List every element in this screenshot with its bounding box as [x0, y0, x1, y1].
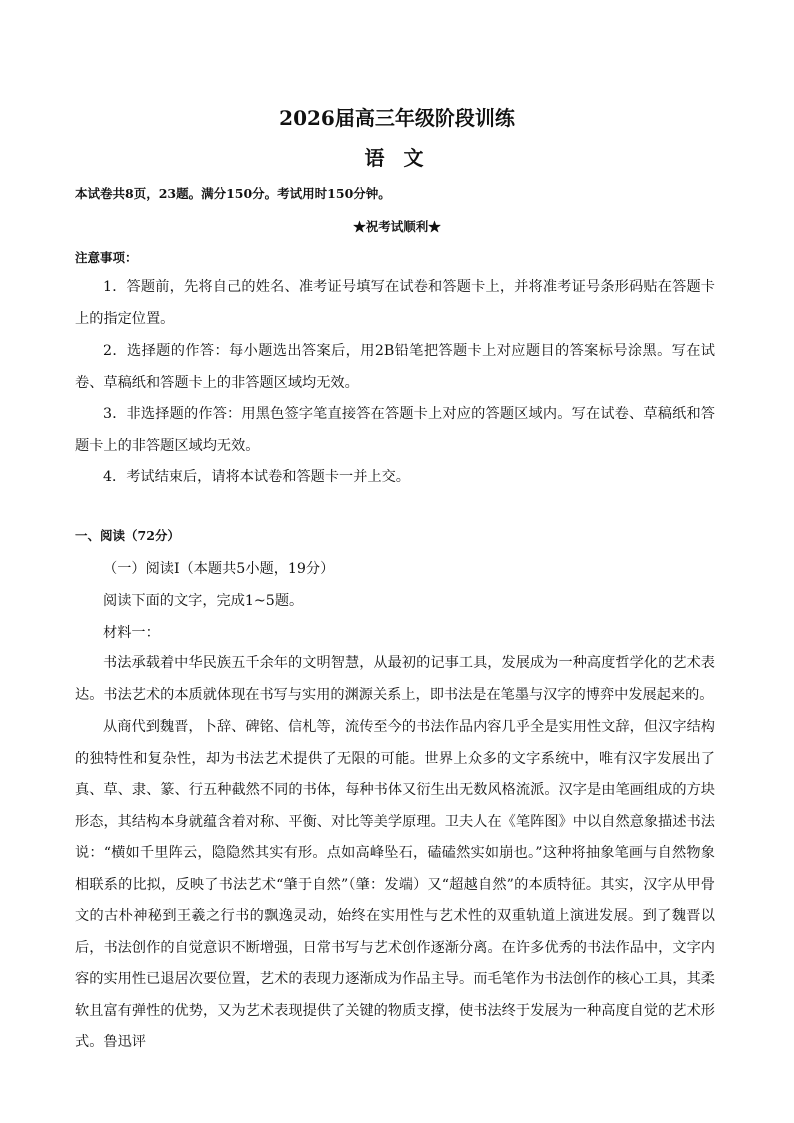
notice-item-1: 1．答题前，先将自己的姓名、准考证号填写在试卷和答题卡上，并将准考证号条形码贴在答题卡上的指定位置。 — [75, 279, 715, 327]
material-paragraph-1: 书法承载着中华民族五千余年的文明智慧，从最初的记事工具，发展成为一种高度哲学化的艺术表达。书法艺术的本质就体现在书写与实用的渊源关系上，即书法是在笔墨与汉字的博弈中发展起来的。 — [75, 655, 715, 703]
exam-title: 2026届高三年级阶段训练 — [279, 106, 515, 130]
notice-item-4: 4．考试结束后，请将本试卷和答题卡一并上交。 — [103, 469, 410, 485]
notice-item-3: 3．非选择题的作答：用黑色签字笔直接答在答题卡上对应的答题区域内。写在试卷、草稿纸和答题卡上的非答题区域均无效。 — [75, 406, 715, 454]
notice-heading: 注意事项： — [75, 250, 138, 265]
reading-instruction: 阅读下面的文字，完成1~5题。 — [103, 593, 304, 609]
material-label: 材料一： — [103, 625, 160, 641]
material-paragraph-2: 从商代到魏晋，卜辞、碑铭、信札等，流传至今的书法作品内容几乎全是实用性文辞，但汉字结构的独特性和复杂性，却为书法艺术提供了无限的可能。世界上众多的文字系统中，唯有汉字发展出了真、草、隶、篆、行五种截然不同的书体，每种书体又衍生出无数风格流派。汉字是由笔画组成的方块形态，其结构本身就蕴含着对称、平衡、对比等美学原理。卫夫人在《笔阵图》中以自然意象描述书法说：“横如千里阵云，隐隐然其实有形。点如高峰坠石，磕磕然实如崩也。”这种将抽象笔画与自然物象相联系的比拟，反映了书法艺术“肇于自然”（肇：发端）又“超越自然”的本质特征。其实，汉字从甲骨文的古朴神秘到王羲之行书的飘逸灵动，始终在实用性与艺术性的双重轨道上演进发展。到了魏晋以后，书法创作的自觉意识不断增强，日常书写与艺术创作逐渐分离。在许多优秀的书法作品中，文字内容的实用性已退居次要位置，艺术的表现力逐渐成为作品主导。而毛笔作为书法创作的核心工具，其柔软且富有弹性的优势，又为艺术表现提供了关键的物质支撑，使书法终于发展为一种高度自觉的艺术形式。鲁迅评 — [75, 719, 715, 1050]
exam-info: 本试卷共8页，23题。满分150分。考试用时150分钟。 — [75, 186, 391, 201]
reading-subheading: （一）阅读I（本题共5小题，19分） — [103, 561, 335, 577]
subject-title: 语 文 — [364, 146, 430, 170]
good-luck-line: ★祝考试顺利★ — [353, 219, 441, 234]
section-heading: 一、阅读（72分） — [75, 528, 180, 543]
notice-item-2: 2．选择题的作答：每小题选出答案后，用2B铅笔把答题卡上对应题目的答案标号涂黑。写在试卷、草稿纸和答题卡上的非答题区域均无效。 — [75, 343, 715, 391]
